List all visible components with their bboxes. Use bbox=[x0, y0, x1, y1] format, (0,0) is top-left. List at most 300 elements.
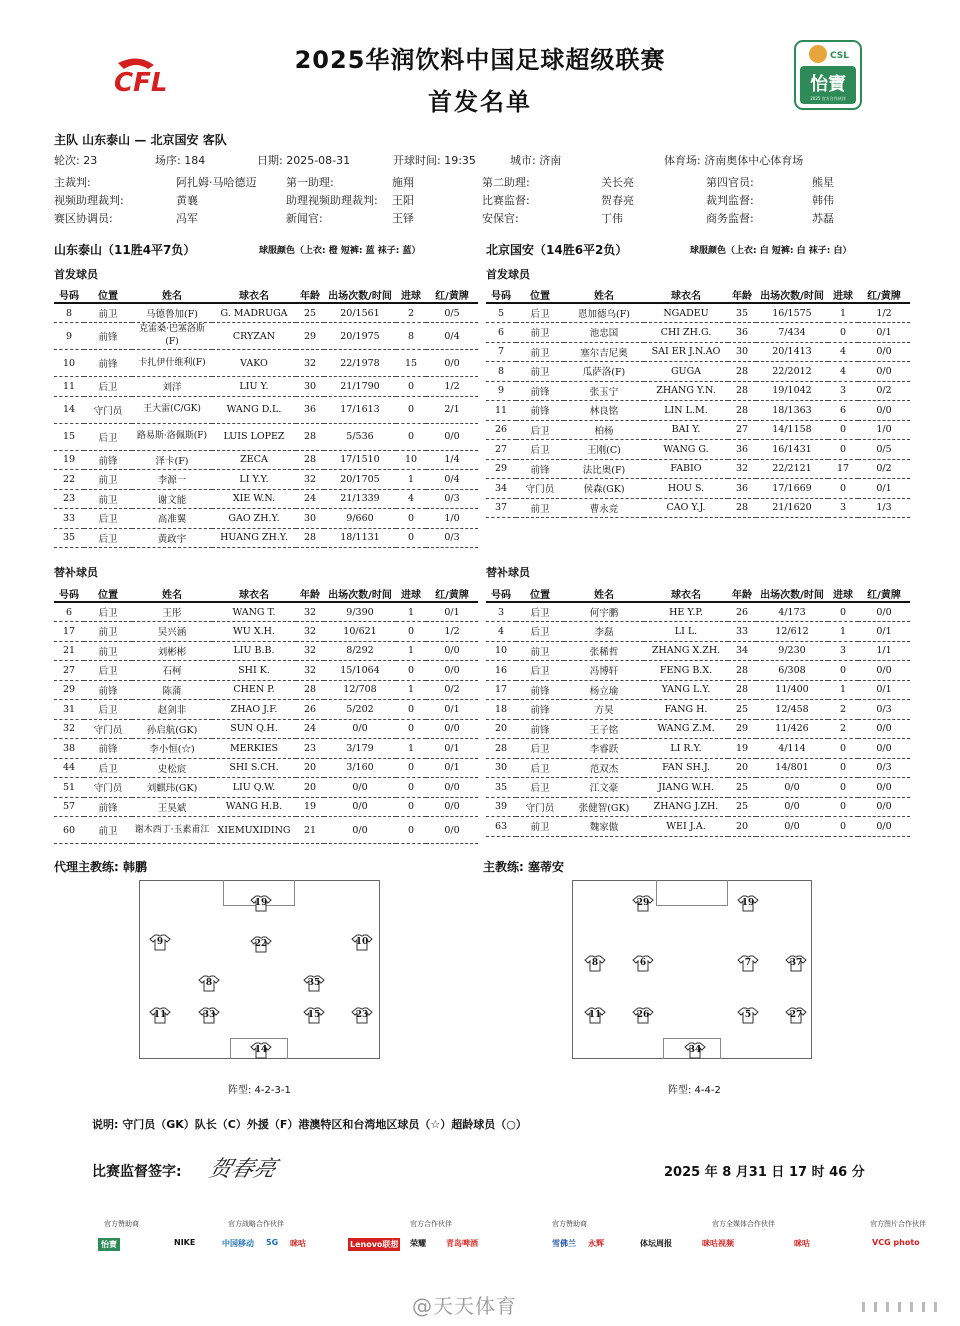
cell-number: 37 bbox=[486, 498, 516, 518]
kickoff-label: 开球时间: bbox=[393, 154, 441, 167]
var-label: 视频助理裁判: bbox=[54, 194, 124, 207]
cell-goals: 1 bbox=[828, 680, 858, 700]
away-pitch-player bbox=[632, 895, 654, 912]
cell-position: 后卫 bbox=[84, 602, 132, 622]
cell-shirt-name: WU X.H. bbox=[212, 622, 296, 642]
round-label: 轮次: bbox=[54, 154, 80, 167]
cell-number: 38 bbox=[54, 739, 84, 759]
sponsor-label-5: 官方全媒体合作伙伴 bbox=[712, 1220, 775, 1228]
cell-name: 柏杨 bbox=[564, 420, 644, 440]
cell-shirt-name: FAN SH.J. bbox=[644, 758, 728, 778]
cell-cards: 1/2 bbox=[426, 377, 478, 397]
cell-number: 9 bbox=[54, 323, 84, 350]
column-header-name: 姓名 bbox=[132, 586, 212, 602]
away-pitch-player bbox=[785, 1007, 807, 1024]
column-header-age: 年龄 bbox=[728, 586, 756, 602]
cell-goals: 6 bbox=[828, 401, 858, 421]
cell-number: 57 bbox=[54, 797, 84, 817]
cell-name: 王子铭 bbox=[564, 719, 644, 739]
cell-name: 法比奥(F) bbox=[564, 459, 644, 479]
cell-apps: 21/1339 bbox=[324, 489, 396, 509]
cell-name: 魏家傲 bbox=[564, 817, 644, 837]
cell-goals: 1 bbox=[828, 303, 858, 323]
shirt-number: 26 bbox=[636, 1010, 650, 1020]
cell-name: 王刚(C) bbox=[564, 440, 644, 460]
cell-cards: 0/1 bbox=[858, 622, 910, 642]
cell-position: 前卫 bbox=[516, 362, 564, 382]
table-row bbox=[486, 303, 910, 323]
cell-cards: 0/1 bbox=[426, 700, 478, 720]
cell-apps: 0/0 bbox=[324, 719, 396, 739]
cell-shirt-name: BAI Y. bbox=[644, 420, 728, 440]
cell-goals: 0 bbox=[828, 420, 858, 440]
shirt-number: 11 bbox=[588, 1010, 602, 1020]
cell-age: 30 bbox=[728, 342, 756, 362]
cell-cards: 0/4 bbox=[426, 323, 478, 350]
cell-position: 前锋 bbox=[516, 700, 564, 720]
cell-age: 19 bbox=[296, 797, 324, 817]
cell-position: 后卫 bbox=[516, 661, 564, 681]
cell-name: 池忠国 bbox=[564, 323, 644, 343]
table-row bbox=[486, 817, 910, 837]
cell-number: 8 bbox=[54, 303, 84, 323]
cell-age: 28 bbox=[296, 680, 324, 700]
referee-supervisor-value: 韩伟 bbox=[812, 194, 834, 207]
cell-shirt-name: ZHANG J.ZH. bbox=[644, 797, 728, 817]
cell-number: 11 bbox=[486, 401, 516, 421]
cell-name: 刘彬彬 bbox=[132, 641, 212, 661]
away-pitch-player bbox=[785, 955, 807, 972]
shirt-number: 23 bbox=[355, 1010, 369, 1020]
table-row bbox=[486, 323, 910, 343]
cell-apps: 11/426 bbox=[756, 719, 828, 739]
cell-number: 63 bbox=[486, 817, 516, 837]
cell-position: 后卫 bbox=[516, 622, 564, 642]
table-row bbox=[486, 797, 910, 817]
cell-position: 前卫 bbox=[84, 489, 132, 509]
cell-position: 后卫 bbox=[516, 303, 564, 323]
cell-apps: 3/179 bbox=[324, 739, 396, 759]
cell-cards: 0/4 bbox=[426, 470, 478, 490]
cell-name: 方昊 bbox=[564, 700, 644, 720]
column-header-age: 年龄 bbox=[728, 287, 756, 303]
cell-shirt-name: GAO ZH.Y. bbox=[212, 509, 296, 529]
cell-number: 17 bbox=[486, 680, 516, 700]
cell-name: 张健智(GK) bbox=[564, 797, 644, 817]
cell-age: 36 bbox=[296, 396, 324, 423]
column-header-goals: 进球 bbox=[828, 287, 858, 303]
cell-shirt-name: MERKIES bbox=[212, 739, 296, 759]
cell-name: 李源一 bbox=[132, 470, 212, 490]
yibao-logo-text: 怡寶 bbox=[810, 74, 846, 95]
cell-shirt-name: ZHAO J.F. bbox=[212, 700, 296, 720]
security-officer-value: 丁伟 bbox=[601, 212, 623, 225]
cell-number: 34 bbox=[486, 479, 516, 499]
away-formation: 阵型: 4-4-2 bbox=[668, 1085, 721, 1096]
away-pitch-player bbox=[737, 895, 759, 912]
cell-shirt-name: CHI ZH.G. bbox=[644, 323, 728, 343]
cell-apps: 9/390 bbox=[324, 602, 396, 622]
cell-number: 29 bbox=[54, 680, 84, 700]
cell-apps: 16/1575 bbox=[756, 303, 828, 323]
cell-number: 29 bbox=[486, 459, 516, 479]
cell-age: 23 bbox=[296, 739, 324, 759]
away-kit-colors: 球服颜色（上衣: 白 短裤: 白 袜子: 白） bbox=[690, 246, 852, 256]
table-row bbox=[54, 323, 478, 350]
column-header-apps: 出场次数/时间 bbox=[756, 586, 828, 602]
cell-age: 28 bbox=[296, 528, 324, 548]
cell-cards: 0/0 bbox=[426, 423, 478, 450]
cell-apps: 11/400 bbox=[756, 680, 828, 700]
table-row bbox=[486, 420, 910, 440]
city-label: 城市: bbox=[510, 154, 536, 167]
away-coach: 主教练: 塞蒂安 bbox=[483, 860, 564, 874]
cell-apps: 22/1978 bbox=[324, 350, 396, 377]
sponsor-label-4: 官方赞助商 bbox=[552, 1220, 587, 1228]
cell-goals: 0 bbox=[828, 479, 858, 499]
cell-name: 高准翼 bbox=[132, 509, 212, 529]
cell-position: 前卫 bbox=[516, 323, 564, 343]
cell-cards: 0/1 bbox=[858, 323, 910, 343]
cell-name: 史松宸 bbox=[132, 758, 212, 778]
cell-goals: 3 bbox=[828, 498, 858, 518]
shirt-number: 34 bbox=[688, 1045, 702, 1055]
home-subs-table bbox=[54, 586, 478, 844]
cell-apps: 8/292 bbox=[324, 641, 396, 661]
cell-shirt-name: WANG Z.M. bbox=[644, 719, 728, 739]
cell-goals: 17 bbox=[828, 459, 858, 479]
cell-position: 前卫 bbox=[516, 342, 564, 362]
shirt-number: 29 bbox=[636, 898, 650, 908]
cell-apps: 12/458 bbox=[756, 700, 828, 720]
cell-age: 28 bbox=[728, 401, 756, 421]
cell-position: 前卫 bbox=[84, 303, 132, 323]
cell-age: 19 bbox=[728, 739, 756, 759]
shirt-number: 9 bbox=[156, 937, 164, 947]
cell-number: 32 bbox=[54, 719, 84, 739]
cell-cards: 0/0 bbox=[426, 778, 478, 798]
away-subs-title: 替补球员 bbox=[486, 566, 530, 579]
cell-name: 陈蒲 bbox=[132, 680, 212, 700]
cell-apps: 20/1561 bbox=[324, 303, 396, 323]
cell-name: 吴兴涵 bbox=[132, 622, 212, 642]
column-header-shirt-name: 球衣名 bbox=[212, 586, 296, 602]
column-header-age: 年龄 bbox=[296, 287, 324, 303]
csl-logo bbox=[794, 40, 862, 110]
cell-cards: 0/1 bbox=[426, 739, 478, 759]
cell-age: 32 bbox=[296, 470, 324, 490]
shirt-number: 10 bbox=[355, 937, 369, 947]
cell-age: 36 bbox=[728, 479, 756, 499]
pager-dots[interactable] bbox=[860, 1298, 944, 1316]
cell-shirt-name: FENG B.X. bbox=[644, 661, 728, 681]
cell-shirt-name: LIU B.B. bbox=[212, 641, 296, 661]
cell-goals: 0 bbox=[828, 758, 858, 778]
table-row bbox=[486, 498, 910, 518]
cell-position: 前锋 bbox=[84, 450, 132, 470]
column-header-cards: 红/黄牌 bbox=[858, 586, 910, 602]
cell-number: 11 bbox=[54, 377, 84, 397]
cell-shirt-name: JIANG W.H. bbox=[644, 778, 728, 798]
cell-position: 前锋 bbox=[84, 350, 132, 377]
cell-shirt-name: CAO Y.J. bbox=[644, 498, 728, 518]
cell-goals: 0 bbox=[828, 739, 858, 759]
shirt-number: 7 bbox=[744, 958, 752, 968]
city-value: 济南 bbox=[539, 154, 562, 167]
shirt-number: 8 bbox=[205, 978, 213, 988]
cell-name: 恩加德乌(F) bbox=[564, 303, 644, 323]
cell-cards: 0/1 bbox=[426, 758, 478, 778]
cell-apps: 12/708 bbox=[324, 680, 396, 700]
cell-goals: 0 bbox=[396, 423, 426, 450]
cell-name: 范双杰 bbox=[564, 758, 644, 778]
cell-shirt-name: YANG L.Y. bbox=[644, 680, 728, 700]
sponsor-titan-sports: 体坛周报 bbox=[640, 1239, 672, 1248]
cell-number: 18 bbox=[486, 700, 516, 720]
referee-supervisor-label: 裁判监督: bbox=[706, 194, 754, 207]
cell-name: 路易斯·洛佩斯(F) bbox=[132, 423, 212, 450]
home-pitch-player bbox=[250, 1042, 272, 1059]
cell-position: 后卫 bbox=[84, 661, 132, 681]
cell-number: 60 bbox=[54, 817, 84, 844]
cell-apps: 17/1613 bbox=[324, 396, 396, 423]
column-header-number: 号码 bbox=[486, 287, 516, 303]
cell-cards: 0/0 bbox=[426, 641, 478, 661]
cell-age: 21 bbox=[296, 817, 324, 844]
table-row bbox=[54, 470, 478, 490]
cell-position: 前锋 bbox=[516, 401, 564, 421]
cell-name: 张玉宁 bbox=[564, 381, 644, 401]
cell-position: 前锋 bbox=[516, 719, 564, 739]
cell-apps: 15/1064 bbox=[324, 661, 396, 681]
away-pitch bbox=[572, 880, 812, 1059]
table-row bbox=[54, 622, 478, 642]
cell-cards: 2/1 bbox=[426, 396, 478, 423]
column-header-position: 位置 bbox=[84, 287, 132, 303]
shirt-number: 33 bbox=[202, 1010, 216, 1020]
home-starters-header-row bbox=[54, 287, 478, 303]
security-officer-label: 安保官: bbox=[482, 212, 519, 225]
away-pitch-player bbox=[684, 1042, 706, 1059]
home-subs-title: 替补球员 bbox=[54, 566, 98, 579]
cell-age: 28 bbox=[728, 680, 756, 700]
cell-position: 后卫 bbox=[84, 758, 132, 778]
cell-position: 前锋 bbox=[516, 381, 564, 401]
column-header-position: 位置 bbox=[516, 287, 564, 303]
cell-position: 前锋 bbox=[84, 739, 132, 759]
cell-cards: 0/0 bbox=[858, 778, 910, 798]
cell-age: 32 bbox=[296, 350, 324, 377]
table-row bbox=[486, 680, 910, 700]
date-value: 2025-08-31 bbox=[286, 154, 351, 167]
column-header-cards: 红/黄牌 bbox=[426, 287, 478, 303]
cell-shirt-name: LI R.Y. bbox=[644, 739, 728, 759]
cell-name: 孙启航(GK) bbox=[132, 719, 212, 739]
sponsor-china-mobile: 中国移动 bbox=[222, 1239, 254, 1248]
column-header-goals: 进球 bbox=[828, 586, 858, 602]
cell-shirt-name: ZHANG X.ZH. bbox=[644, 641, 728, 661]
match-value: 184 bbox=[184, 154, 206, 167]
cell-apps: 10/621 bbox=[324, 622, 396, 642]
cell-age: 30 bbox=[296, 509, 324, 529]
sponsor-label-2: 官方战略合作伙伴 bbox=[228, 1220, 284, 1228]
cell-cards: 1/4 bbox=[426, 450, 478, 470]
fourth-official-label: 第四官员: bbox=[706, 176, 754, 189]
cell-number: 39 bbox=[486, 797, 516, 817]
cell-age: 20 bbox=[728, 817, 756, 837]
cell-shirt-name: VAKO bbox=[212, 350, 296, 377]
cell-age: 34 bbox=[728, 641, 756, 661]
cell-number: 7 bbox=[486, 342, 516, 362]
cell-goals: 0 bbox=[396, 396, 426, 423]
cell-name: 王彤 bbox=[132, 602, 212, 622]
cell-apps: 22/2012 bbox=[756, 362, 828, 382]
cell-shirt-name: HE Y.P. bbox=[644, 602, 728, 622]
cell-name: 张稀哲 bbox=[564, 641, 644, 661]
cell-apps: 20/1975 bbox=[324, 323, 396, 350]
cell-apps: 9/660 bbox=[324, 509, 396, 529]
cell-age: 24 bbox=[296, 719, 324, 739]
cell-apps: 18/1131 bbox=[324, 528, 396, 548]
coordinator-label: 赛区协调员: bbox=[54, 212, 113, 225]
cell-age: 29 bbox=[728, 719, 756, 739]
teams-line: 主队 山东泰山 — 北京国安 客队 bbox=[54, 133, 227, 147]
table-row bbox=[54, 739, 478, 759]
cell-position: 后卫 bbox=[516, 778, 564, 798]
cell-name: 王大雷(C/GK) bbox=[132, 396, 212, 423]
cell-shirt-name: FABIO bbox=[644, 459, 728, 479]
venue-label: 体育场: bbox=[664, 154, 701, 167]
cell-cards: 1/2 bbox=[858, 303, 910, 323]
cell-shirt-name: SAI ER J.N.AO bbox=[644, 342, 728, 362]
home-subs-header-row bbox=[54, 586, 478, 602]
cell-age: 33 bbox=[728, 622, 756, 642]
kickoff-value: 19:35 bbox=[444, 154, 476, 167]
cell-goals: 4 bbox=[828, 362, 858, 382]
home-pitch-player bbox=[303, 1007, 325, 1024]
cell-name: 黄政宇 bbox=[132, 528, 212, 548]
cell-apps: 17/1510 bbox=[324, 450, 396, 470]
cell-name: 杨立瑜 bbox=[564, 680, 644, 700]
sponsor-migu-1: 咪咕 bbox=[290, 1239, 306, 1248]
away-pitch-player bbox=[737, 1007, 759, 1024]
yibao-logo-sub: 2025 官方合作伙伴 bbox=[810, 96, 846, 101]
cell-name: 瓜萨洛(F) bbox=[564, 362, 644, 382]
cell-age: 28 bbox=[296, 423, 324, 450]
cell-age: 20 bbox=[296, 758, 324, 778]
cell-name: 何宇鹏 bbox=[564, 602, 644, 622]
cell-age: 32 bbox=[296, 641, 324, 661]
cell-cards: 0/0 bbox=[858, 817, 910, 837]
cell-cards: 0/5 bbox=[858, 440, 910, 460]
column-header-goals: 进球 bbox=[396, 287, 426, 303]
cell-number: 23 bbox=[54, 489, 84, 509]
cell-number: 4 bbox=[486, 622, 516, 642]
cell-goals: 0 bbox=[828, 778, 858, 798]
cell-shirt-name: XIE W.N. bbox=[212, 489, 296, 509]
home-pitch-player bbox=[351, 934, 373, 951]
cell-apps: 7/434 bbox=[756, 323, 828, 343]
cell-goals: 0 bbox=[828, 602, 858, 622]
cell-number: 28 bbox=[486, 739, 516, 759]
table-row bbox=[54, 396, 478, 423]
cell-age: 32 bbox=[296, 602, 324, 622]
sponsor-label-6: 官方图片合作伙伴 bbox=[870, 1220, 926, 1228]
cell-position: 后卫 bbox=[84, 700, 132, 720]
cell-name: 江文豪 bbox=[564, 778, 644, 798]
cell-position: 前卫 bbox=[84, 641, 132, 661]
cell-number: 33 bbox=[54, 509, 84, 529]
shirt-number: 27 bbox=[789, 1010, 803, 1020]
cell-goals: 4 bbox=[828, 342, 858, 362]
cell-apps: 16/1431 bbox=[756, 440, 828, 460]
cell-age: 20 bbox=[728, 758, 756, 778]
page-subtitle: 首发名单 bbox=[428, 88, 532, 116]
column-header-name: 姓名 bbox=[564, 586, 644, 602]
cell-number: 10 bbox=[486, 641, 516, 661]
shirt-number: 19 bbox=[741, 898, 755, 908]
cell-number: 26 bbox=[486, 420, 516, 440]
away-pitch-player bbox=[632, 955, 654, 972]
cell-number: 5 bbox=[486, 303, 516, 323]
cell-name: 侯森(GK) bbox=[564, 479, 644, 499]
commissioner-label: 比赛监督: bbox=[482, 194, 530, 207]
cell-number: 17 bbox=[54, 622, 84, 642]
cell-age: 20 bbox=[296, 778, 324, 798]
cell-name: 王昊斌 bbox=[132, 797, 212, 817]
media-officer-label: 新闻官: bbox=[286, 212, 323, 225]
sponsor-nike: NIKE bbox=[174, 1238, 196, 1247]
cell-number: 3 bbox=[486, 602, 516, 622]
assistant1-value: 施翔 bbox=[392, 176, 414, 189]
table-row bbox=[486, 719, 910, 739]
home-formation: 阵型: 4-2-3-1 bbox=[228, 1085, 291, 1096]
cell-shirt-name: HUANG ZH.Y. bbox=[212, 528, 296, 548]
cell-name: 谢文能 bbox=[132, 489, 212, 509]
cell-position: 后卫 bbox=[516, 739, 564, 759]
table-row bbox=[486, 381, 910, 401]
cell-name: 李小恒(☆) bbox=[132, 739, 212, 759]
column-header-number: 号码 bbox=[54, 287, 84, 303]
cell-cards: 0/1 bbox=[858, 680, 910, 700]
commissioner-signature: 贺春亮 bbox=[206, 1157, 279, 1182]
column-header-position: 位置 bbox=[84, 586, 132, 602]
coordinator-value: 冯军 bbox=[176, 212, 198, 225]
cell-goals: 3 bbox=[828, 641, 858, 661]
cell-name: 刘洋 bbox=[132, 377, 212, 397]
cell-age: 35 bbox=[728, 303, 756, 323]
avar-label: 助理视频助理裁判: bbox=[286, 194, 378, 207]
cell-position: 守门员 bbox=[84, 719, 132, 739]
fourth-official-value: 熊星 bbox=[812, 176, 834, 189]
cell-shirt-name: SHI S.CH. bbox=[212, 758, 296, 778]
cell-goals: 0 bbox=[828, 323, 858, 343]
cell-goals: 0 bbox=[396, 778, 426, 798]
cell-age: 25 bbox=[728, 700, 756, 720]
cell-cards: 0/0 bbox=[858, 362, 910, 382]
cell-number: 10 bbox=[54, 350, 84, 377]
cell-number: 35 bbox=[486, 778, 516, 798]
table-row bbox=[54, 423, 478, 450]
cell-apps: 17/1669 bbox=[756, 479, 828, 499]
cell-shirt-name: XIEMUXIDING bbox=[212, 817, 296, 844]
table-row bbox=[54, 680, 478, 700]
home-pitch-player bbox=[303, 975, 325, 992]
table-row bbox=[54, 719, 478, 739]
column-header-goals: 进球 bbox=[396, 586, 426, 602]
cell-cards: 0/0 bbox=[426, 797, 478, 817]
cell-cards: 0/0 bbox=[426, 661, 478, 681]
